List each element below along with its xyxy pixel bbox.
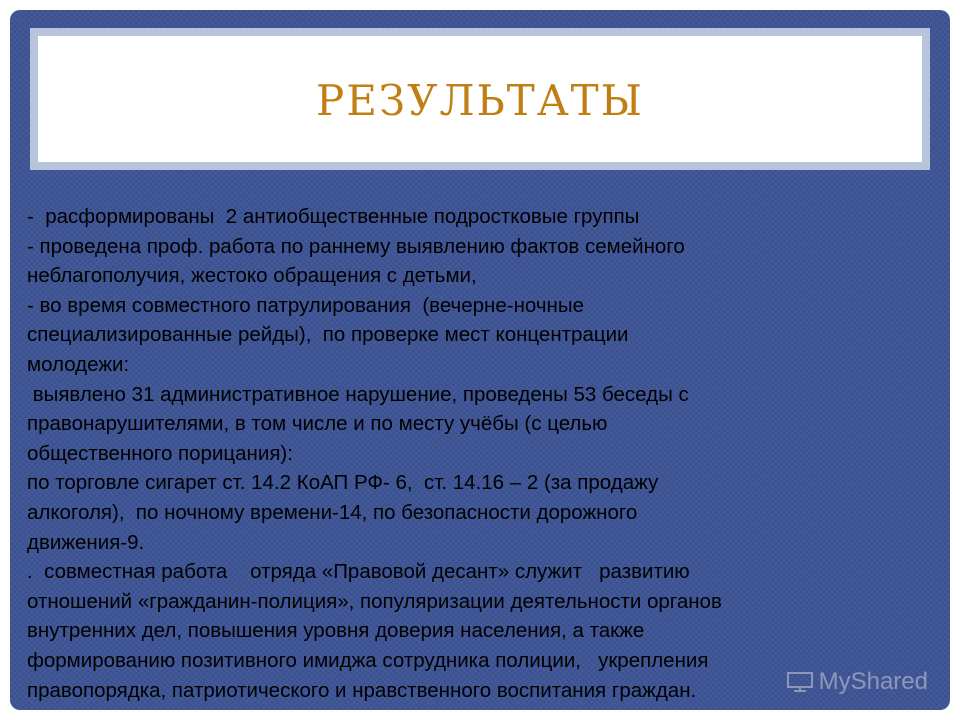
title-frame <box>30 28 930 170</box>
slide <box>10 10 950 710</box>
body-line: . совместная работа отряда «Правовой десант» служит развитию <box>27 560 690 584</box>
body-line: - во время совместного патрулирования (вечерне-ночные <box>27 293 584 317</box>
slide-title: РЕЗУЛЬТАТЫ <box>316 75 644 125</box>
body-line: специализированные рейды), по проверке мест концентрации <box>27 323 629 347</box>
slide-body <box>27 202 927 705</box>
body-line: по торговле сигарет ст. 14.2 КоАП РФ- 6, ст. 14.16 – 2 (за продажу <box>27 471 659 495</box>
title-box <box>38 36 922 162</box>
body-line: общественного порицания): <box>27 441 293 465</box>
body-line: правонарушителями, в том числе и по месту учёбы (с целью <box>27 412 608 436</box>
body-line: алкоголя), по ночному времени-14, по безопасности дорожного <box>27 500 638 524</box>
watermark-text: MyShared <box>818 668 928 695</box>
body-line: молодежи: <box>27 352 130 376</box>
body-line: неблагополучия, жестоко обращения с детьми, <box>27 264 477 288</box>
body-line: - проведена проф. работа по раннему выявлению фактов семейного <box>27 234 685 258</box>
body-line: формированию позитивного имиджа сотрудника полиции, укрепления <box>27 648 709 672</box>
body-line: - расформированы 2 антиобщественные подростковые группы <box>27 205 640 228</box>
body-line: отношений «гражданин-полиция», популяризации деятельности органов <box>27 589 722 613</box>
slideshow-icon <box>787 672 813 692</box>
body-line: движения-9. <box>27 530 145 554</box>
body-line: выявлено 31 административное нарушение, проведены 53 беседы с <box>27 382 689 406</box>
body-line: правопорядка, патриотического и нравственного воспитания граждан. <box>27 678 697 702</box>
body-line: внутренних дел, повышения уровня доверия населения, а также <box>27 619 645 643</box>
watermark <box>787 668 928 696</box>
